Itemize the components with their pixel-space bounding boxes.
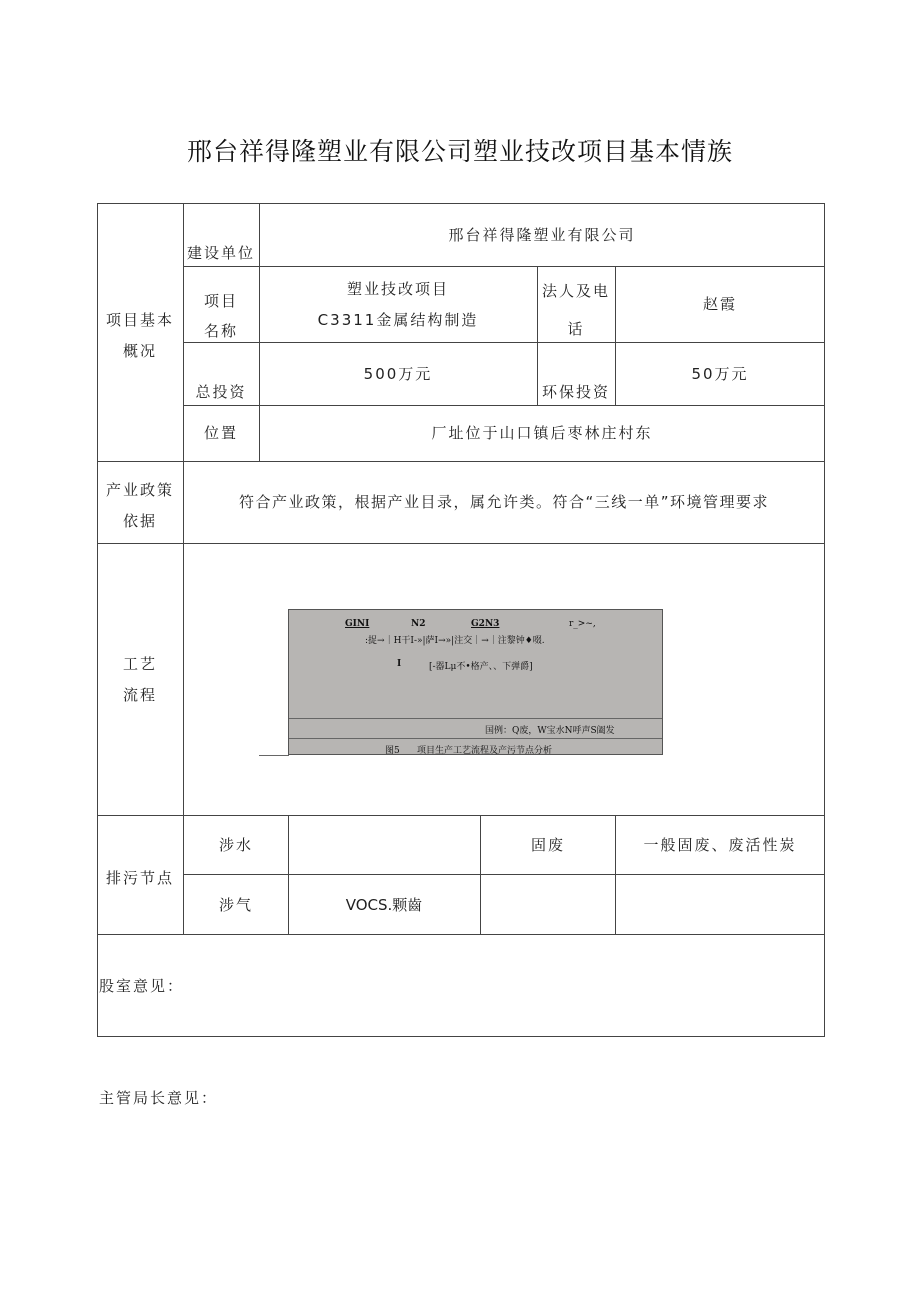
policy-label-2: 依据 <box>122 512 158 530</box>
figure-node-g2n3: G2N3 <box>471 619 500 629</box>
figure-node-g1n1: GINI <box>345 619 370 629</box>
figure-legend: 国例：Q废，W宝水N呼声S阖发 <box>485 726 615 736</box>
project-name-label-2: 名称 <box>203 322 239 340</box>
process-label-2: 流程 <box>122 686 158 704</box>
project-name-value: 塑业技改项目 <box>346 280 450 298</box>
env-investment-value: 50万元 <box>691 365 749 383</box>
env-investment-label: 环保投资 <box>541 383 611 401</box>
total-investment-label: 总投资 <box>195 383 247 401</box>
total-investment-value: 500万元 <box>363 365 433 383</box>
office-opinion-label: 股室意见： <box>99 977 185 995</box>
director-opinion-label: 主管局长意见： <box>99 1089 219 1107</box>
water-label: 涉水 <box>218 836 254 854</box>
solid-waste-label: 固废 <box>530 836 566 854</box>
legal-person-value: 赵霞 <box>702 295 738 313</box>
legal-person-label-2: 话 <box>567 320 585 338</box>
page-title: 邢台祥得隆塑业有限公司塑业技改项目基本情族 <box>186 137 733 166</box>
construction-unit-value: 邢台祥得隆塑业有限公司 <box>448 226 636 244</box>
figure-node-n2: N2 <box>411 619 426 629</box>
policy-label: 产业政策 <box>105 481 175 499</box>
project-name-label: 项目 <box>203 292 239 310</box>
gas-value: VOCS.颗齒 <box>345 896 423 914</box>
location-value: 厂址位于山口镇后枣林庄村东 <box>431 424 653 442</box>
location-label: 位置 <box>203 424 239 442</box>
process-flow-figure <box>288 609 663 755</box>
figure-node-i: I <box>397 659 402 669</box>
gas-label: 涉气 <box>218 896 254 914</box>
construction-unit-label: 建设单位 <box>186 244 256 262</box>
solid-waste-value: 一般固废、废活性炭 <box>643 836 797 854</box>
figure-caption-number: 图5 <box>385 746 400 756</box>
legal-person-label: 法人及电 <box>541 282 611 300</box>
figure-flow-line: :捉→｜H干I-»|萨I→»|注交｜→｜注黎钟♦啜. <box>365 636 545 646</box>
policy-value: 符合产业政策，根据产业目录，属允许类。符合“三线一单”环境管理要求 <box>238 493 770 511</box>
basic-section-label-2: 概况 <box>122 342 158 360</box>
basic-section-label: 项目基本 <box>105 311 175 329</box>
figure-sub-flow: [-器Lμ不•格产、、下弹爵] <box>429 662 533 672</box>
discharge-label: 排污节点 <box>105 869 175 887</box>
figure-caption: 项目生产工艺流程及产污节点分析 <box>417 746 553 756</box>
industry-code-value: C3311金属结构制造 <box>317 311 479 329</box>
process-label: 工艺 <box>122 655 158 673</box>
figure-node-extra: r_>~, <box>569 619 596 629</box>
